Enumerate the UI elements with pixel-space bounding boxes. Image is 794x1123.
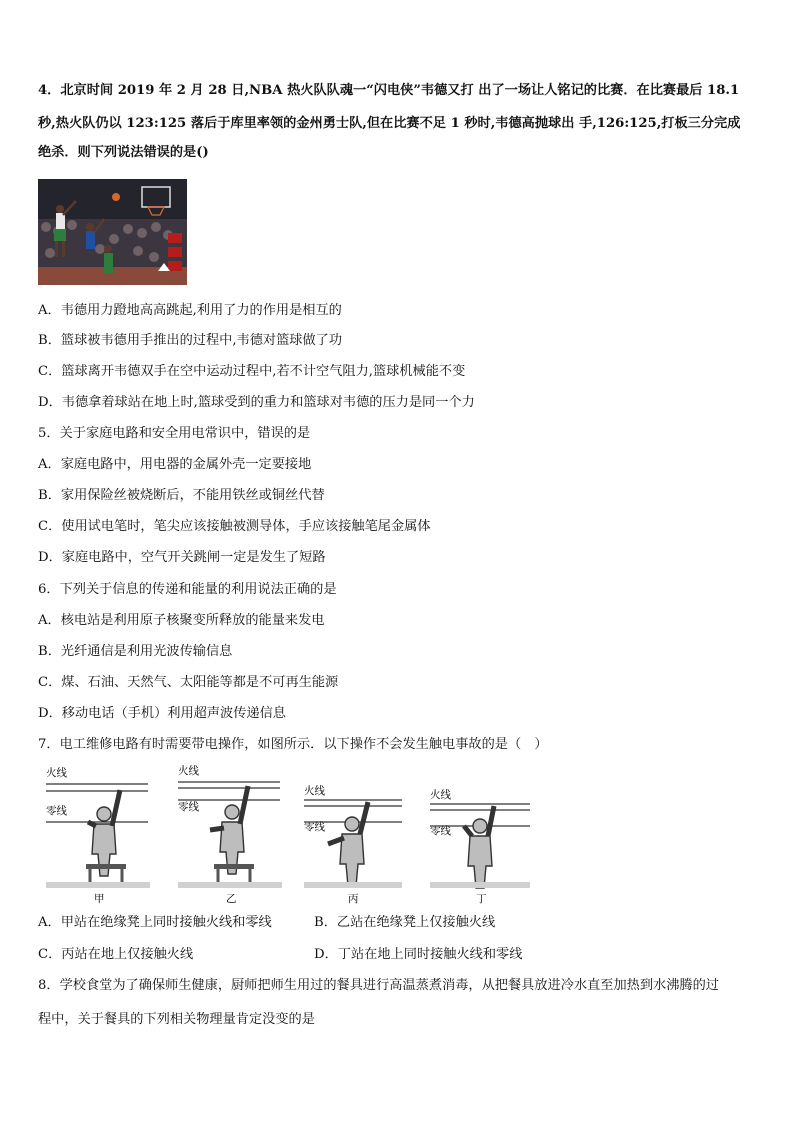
q6-stem: 6．下列关于信息的传递和能量的利用说法正确的是 (38, 582, 337, 597)
live-wire-label-ding: 火线 (430, 789, 451, 801)
electrician-figures (46, 764, 566, 906)
q4-option-b: B．篮球被韦德用手推出的过程中,韦德对篮球做了功 (38, 333, 343, 348)
basketball-photo (38, 179, 187, 285)
figure-label-ding: 丁 (476, 893, 487, 905)
figure-label-jia: 甲 (94, 893, 105, 905)
neutral-wire-label-jia: 零线 (46, 805, 67, 817)
q8-stem-line-1: 8．学校食堂为了确保师生健康，厨师把师生用过的餐具进行高温蒸煮消毒，从把餐具放进冷水直至加热到水沸腾的过 (38, 978, 719, 993)
q4-option-a: A．韦德用力蹬地高高跳起,利用了力的作用是相互的 (38, 303, 342, 318)
figure-bing (304, 784, 402, 905)
q6-option-b: B．光纤通信是利用光波传输信息 (38, 644, 233, 659)
neutral-wire-label-bing: 零线 (304, 821, 325, 833)
live-wire-label-bing: 火线 (304, 785, 325, 797)
q4-option-c: C．篮球离开韦德双手在空中运动过程中,若不计空气阻力,篮球机械能不变 (38, 364, 466, 379)
q6-option-a: A．核电站是利用原子核聚变所释放的能量来发电 (38, 613, 325, 628)
q7-option-c: C．丙站在地上仅接触火线 (38, 947, 194, 962)
q4-stem-line-3: 绝杀．则下列说法错误的是() (38, 145, 209, 160)
q7-option-a: A．甲站在绝缘凳上同时接触火线和零线 (38, 915, 272, 930)
figure-ding (430, 788, 530, 905)
figure-label-bing: 丙 (348, 893, 359, 905)
live-wire-label-jia: 火线 (46, 767, 67, 779)
q7-option-d: D．丁站在地上同时接触火线和零线 (314, 947, 523, 962)
q6-option-d: D．移动电话（手机）利用超声波传递信息 (38, 706, 286, 721)
figure-yi (178, 764, 282, 905)
figure-label-yi: 乙 (226, 893, 237, 905)
q7-stem: 7．电工维修电路有时需要带电操作，如图所示．以下操作不会发生触电事故的是（ ） (38, 737, 548, 752)
figure-jia (46, 766, 150, 905)
q4-stem-line-1: 4．北京时间 2019 年 2 月 28 日,NBA 热火队队魂一“闪电侠”韦德又打 出了一场让人铭记的比赛．在比赛最后 18.1 (38, 83, 740, 98)
q4-option-d: D．韦德拿着球站在地上时,篮球受到的重力和篮球对韦德的压力是同一个力 (38, 395, 475, 410)
q5-stem: 5．关于家庭电路和安全用电常识中，错误的是 (38, 426, 311, 441)
live-wire-label-yi: 火线 (178, 765, 199, 777)
q5-option-a: A．家庭电路中，用电器的金属外壳一定要接地 (38, 457, 312, 472)
q5-option-d: D．家庭电路中，空气开关跳闸一定是发生了短路 (38, 550, 326, 565)
q4-stem-line-2: 秒,热火队仍以 123:125 落后于库里率领的金州勇士队,但在比赛不足 1 秒时,韦德高抛球出 手,126:125,打板三分完成 (38, 116, 741, 131)
neutral-wire-label-yi: 零线 (178, 801, 199, 813)
neutral-wire-label-ding: 零线 (430, 825, 451, 837)
q5-option-b: B．家用保险丝被烧断后，不能用铁丝或铜丝代替 (38, 488, 325, 503)
q8-stem-line-2: 程中，关于餐具的下列相关物理量肯定没变的是 (38, 1012, 315, 1027)
q5-option-c: C．使用试电笔时，笔尖应该接触被测导体，手应该接触笔尾金属体 (38, 519, 431, 534)
q6-option-c: C．煤、石油、天然气、太阳能等都是不可再生能源 (38, 675, 339, 690)
q7-option-b: B．乙站在绝缘凳上仅接触火线 (314, 915, 496, 930)
